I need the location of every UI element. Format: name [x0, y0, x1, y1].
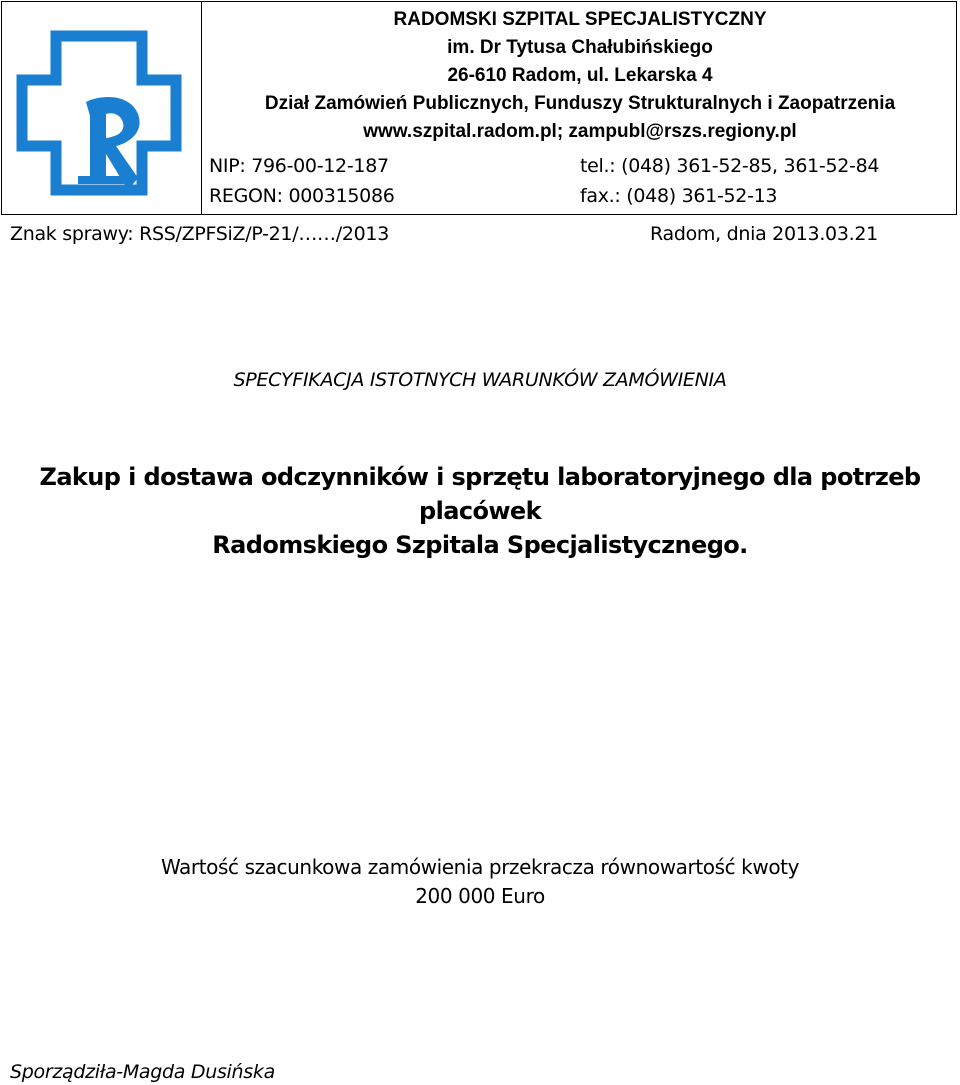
estimated-value-line-1: Wartość szacunkowa zamówienia przekracza równowartość kwoty	[160, 855, 800, 879]
hospital-address: 26-610 Radom, ul. Lekarska 4	[447, 65, 713, 86]
estimated-value-amount: 200 000 Euro	[415, 884, 545, 908]
order-subject-line-2: Radomskiego Szpitala Specjalistycznego.	[212, 531, 748, 559]
prepared-by: Sporządziła-Magda Dusińska	[10, 1061, 275, 1083]
case-reference: Znak sprawy: RSS/ZPFSiZ/P-21/……/2013	[10, 223, 389, 245]
document-title: SPECYFIKACJA ISTOTNYCH WARUNKÓW ZAMÓWIENIA	[233, 369, 727, 391]
order-subject	[0, 460, 960, 562]
hospital-logo-icon	[12, 30, 184, 200]
order-subject-line-1: Zakup i dostawa odczynników i sprzętu laboratoryjnego dla potrzeb placówek	[39, 463, 921, 525]
nip-number: NIP: 796-00-12-187	[209, 155, 389, 177]
hospital-name: RADOMSKI SZPITAL SPECJALISTYCZNY	[393, 9, 767, 30]
regon-number: REGON: 000315086	[209, 185, 395, 207]
estimated-value-note	[0, 853, 960, 911]
telephone-numbers: tel.: (048) 361-52-85, 361-52-84	[580, 155, 880, 177]
logo-cell	[2, 2, 202, 214]
department-name: Dział Zamówień Publicznych, Funduszy Strukturalnych i Zaopatrzenia	[264, 93, 896, 114]
web-email-line: www.szpital.radom.pl; zampubl@rszs.regiony.pl	[363, 121, 797, 142]
hospital-patron: im. Dr Tytusa Chałubińskiego	[447, 37, 713, 58]
fax-number: fax.: (048) 361-52-13	[580, 185, 778, 207]
letterhead	[1, 1, 957, 215]
place-and-date: Radom, dnia 2013.03.21	[650, 223, 878, 245]
